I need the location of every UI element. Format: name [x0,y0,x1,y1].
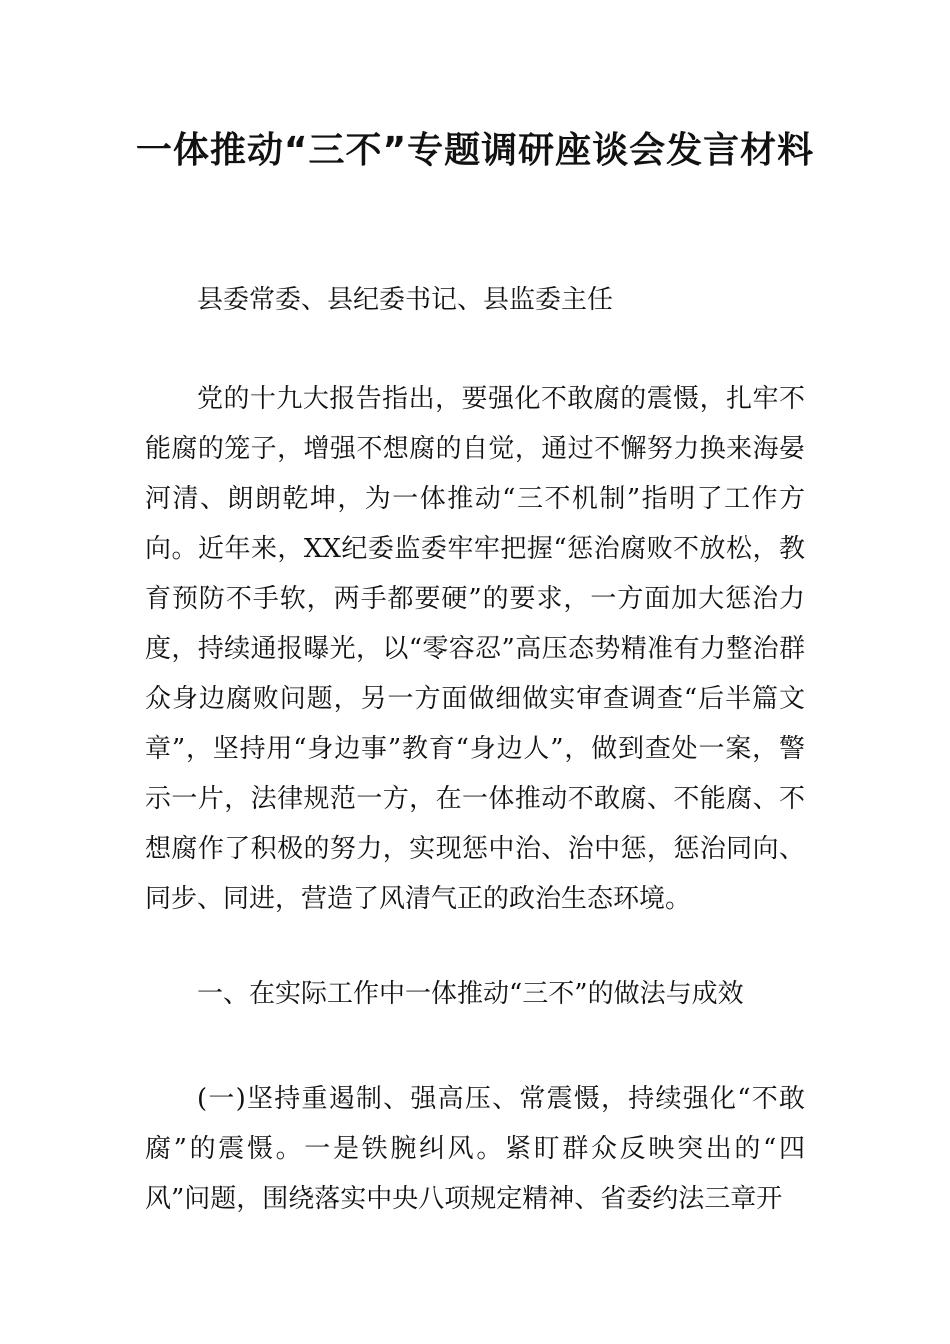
section-heading: 一、在实际工作中一体推动“三不”的做法与成效 [197,979,744,1009]
paragraph-section-one: (一)坚持重遏制、强高压、常震慑，持续强化“不敢腐”的震慑。一是铁腕纠风。紧盯群众反映突出的“四风”问题，围绕落实中央八项规定精神、省委约法三章开 [145,1084,805,1214]
document-title: 一体推动“三不”专题调研座谈会发言材料 [135,130,815,171]
author-line: 县委常委、县纪委书记、县监委主任 [197,285,614,315]
paragraph-intro: 党的十九大报告指出，要强化不敢腐的震慑，扎牢不能腐的笼子，增强不想腐的自觉，通过不懈努力换来海晏河清、朗朗乾坤，为一体推动“三不机制”指明了工作方向。近年来，XX纪委监委牢牢把握“惩治腐败不放松，教育预防不手软，两手都要硬”的要求，一方面加大惩治力度，持续通报曝光，以“零容忍”高压态势精准有力整治群众身边腐败问题，另一方面做细做实审查调查“后半篇文章”，坚持用“身边事”教育“身边人”，做到查处一案，警示一片，法律规范一方，在一体推动不敢腐、不能腐、不想腐作了积极的努力，实现惩中治、治中惩，惩治同向、同步、同进，营造了风清气正的政治生态环境。 [145,384,805,914]
